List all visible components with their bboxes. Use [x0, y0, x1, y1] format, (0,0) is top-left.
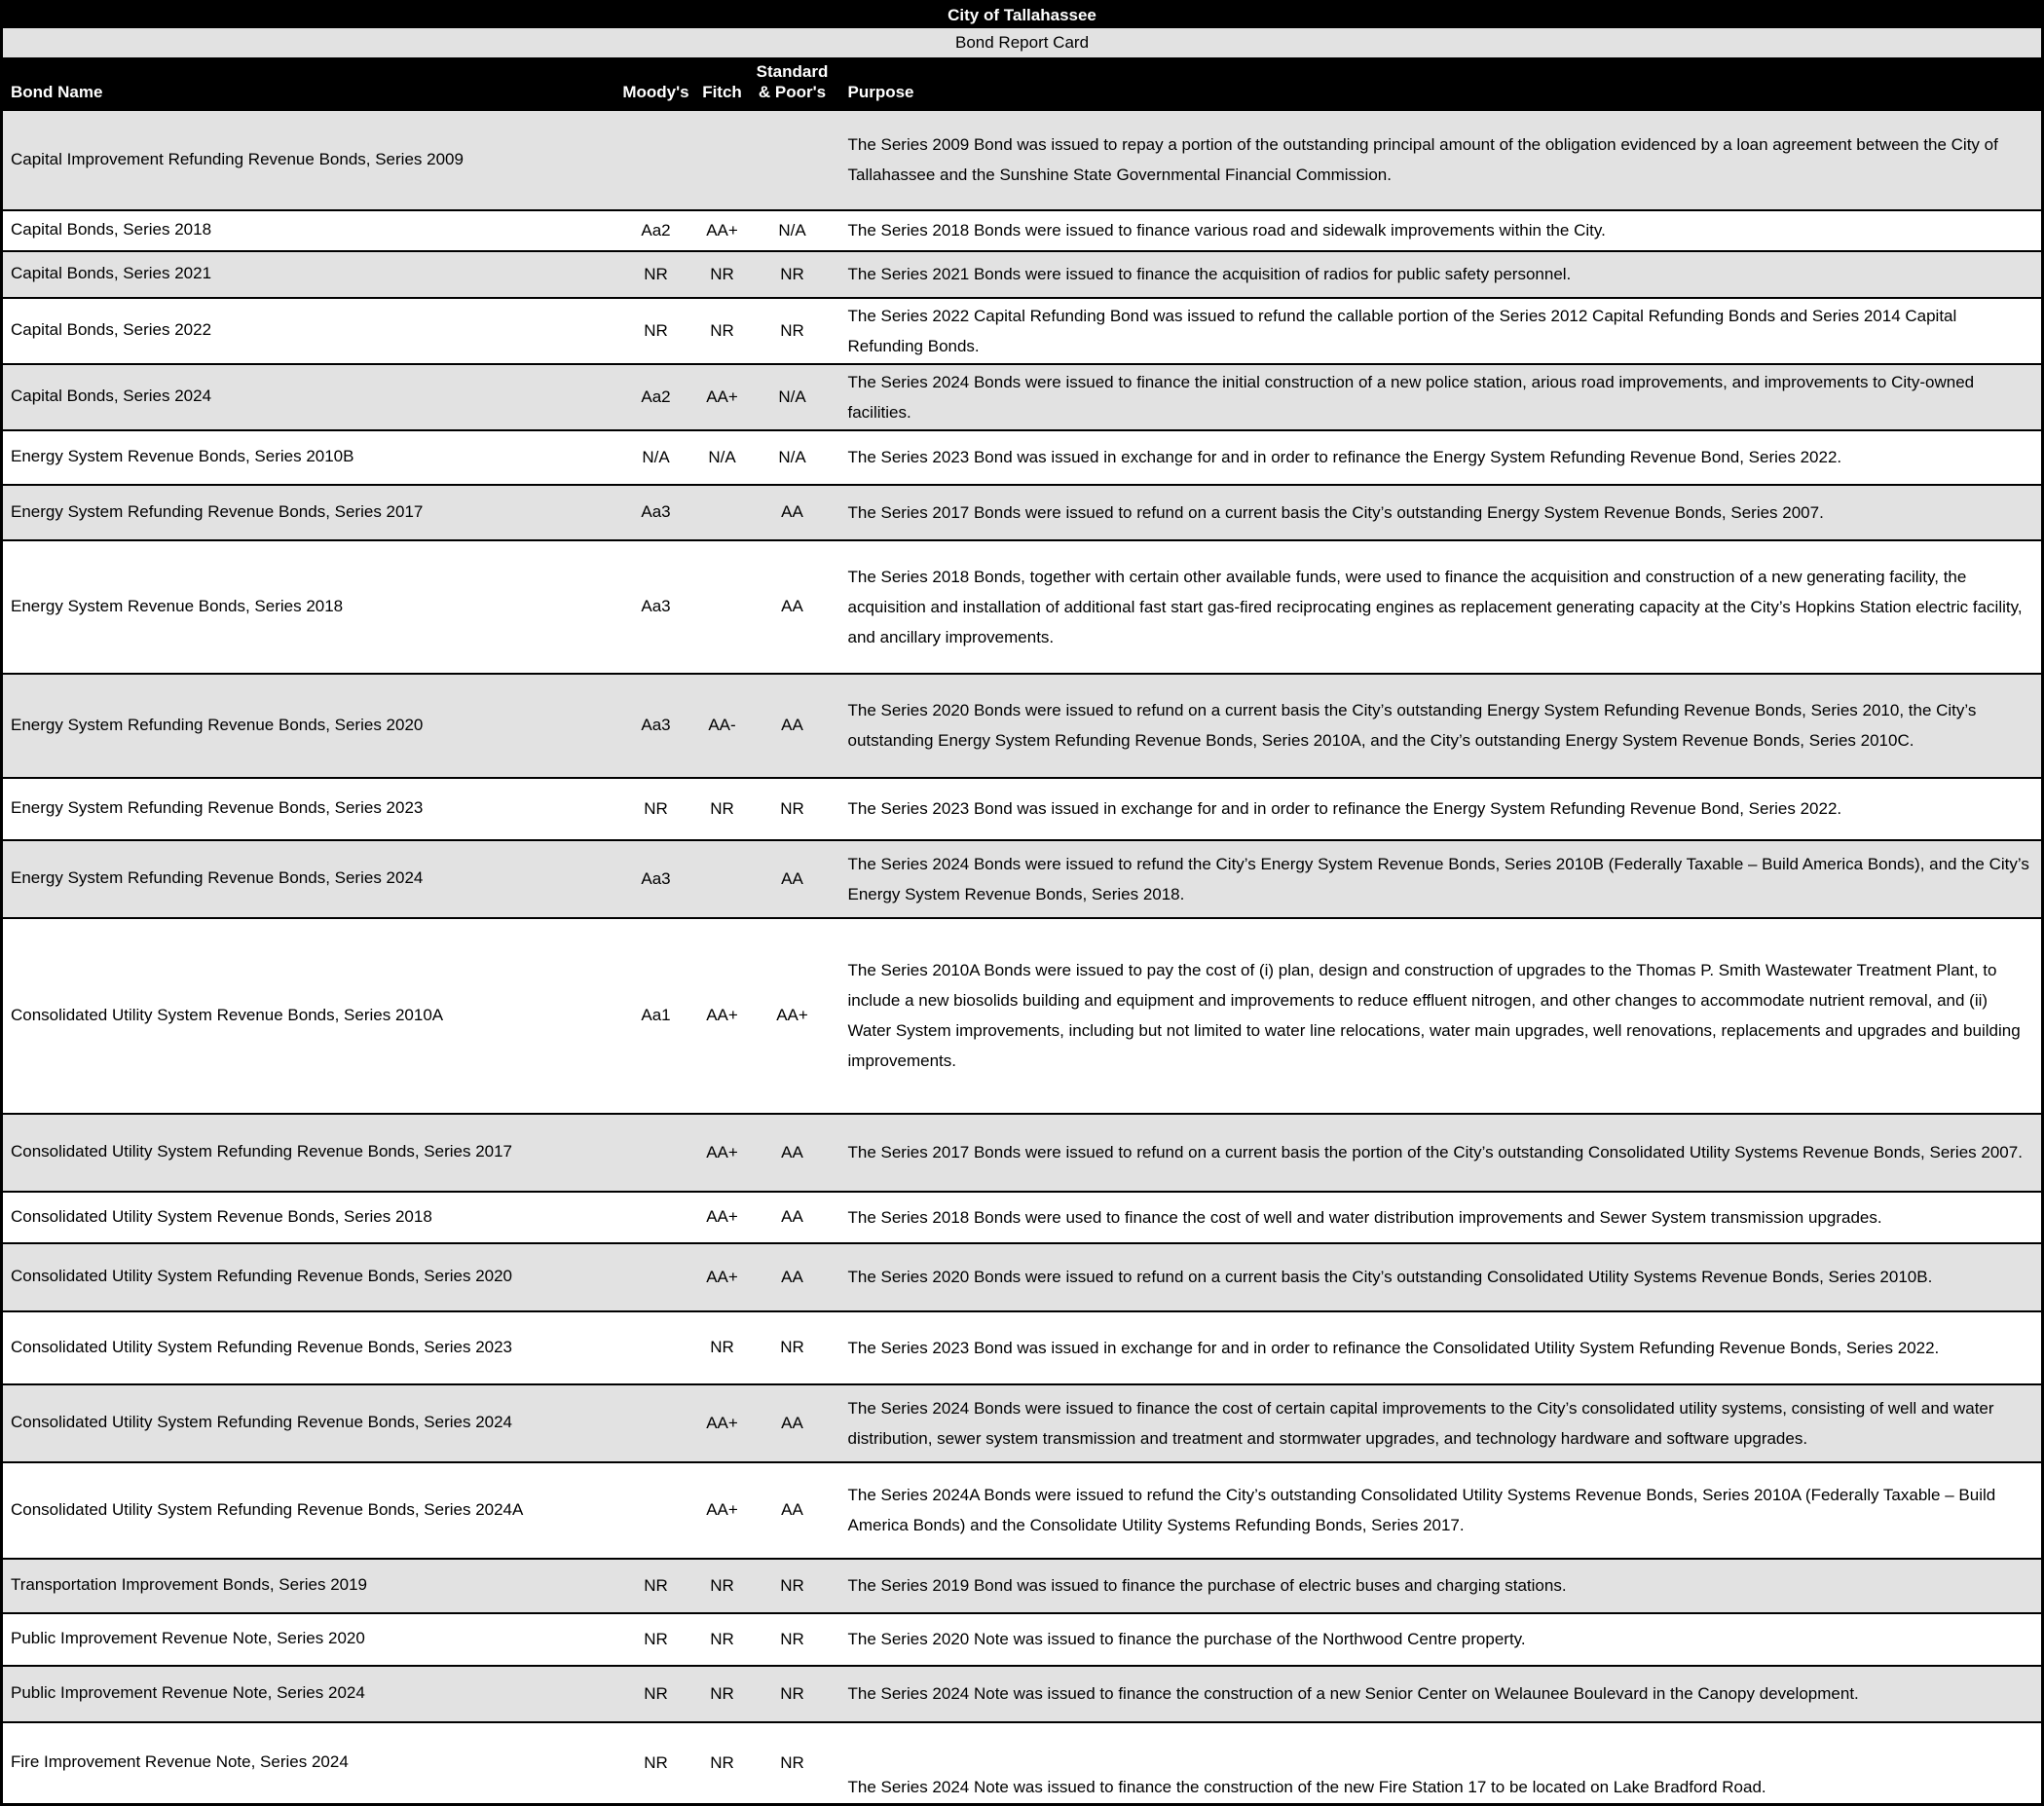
moodys-rating-cell: Aa3 — [641, 716, 671, 734]
column-header-purpose: Purpose — [836, 57, 2043, 110]
bond-name-cell: Consolidated Utility System Refunding Revenue Bonds, Series 2020 — [11, 1267, 513, 1286]
fitch-rating-cell: AA+ — [706, 1413, 738, 1432]
moodys-rating-cell: Aa3 — [641, 502, 671, 521]
moodys-rating-cell: Aa2 — [641, 220, 671, 240]
report-subtitle-bar — [2, 28, 2043, 57]
sp-rating-cell: NR — [780, 798, 804, 818]
moodys-rating-cell: N/A — [642, 447, 670, 466]
purpose-cell: The Series 2022 Capital Refunding Bond was issued to refund the callable portion of the Series 2012 Capital Refunding Bonds and Series 2014 Capital Refunding Bonds. — [847, 306, 1957, 355]
table-row — [2, 251, 2043, 298]
bond-name-cell: Fire Improvement Revenue Note, Series 2024 — [11, 1752, 349, 1772]
column-header-bond-name: Bond Name — [2, 57, 617, 110]
fitch-rating-cell: NR — [710, 1752, 734, 1772]
table-row — [2, 918, 2043, 1114]
fitch-rating-cell: NR — [710, 1338, 734, 1356]
bond-name-cell: Energy System Revenue Bonds, Series 2010B — [11, 447, 354, 466]
fitch-rating-cell — [695, 840, 750, 918]
table-row — [2, 364, 2043, 430]
fitch-rating-cell: AA- — [708, 716, 736, 734]
fitch-rating-cell: N/A — [708, 447, 736, 466]
table-row — [2, 1462, 2043, 1559]
bond-name-cell: Energy System Refunding Revenue Bonds, Series 2017 — [11, 501, 424, 521]
moodys-rating-cell: Aa2 — [641, 387, 671, 406]
bond-name-cell: Capital Bonds, Series 2024 — [11, 387, 212, 406]
sp-rating-cell: AA+ — [776, 1006, 808, 1024]
sp-rating-cell: NR — [780, 264, 804, 283]
bond-name-cell: Capital Bonds, Series 2018 — [11, 220, 212, 240]
column-header-row — [2, 57, 2043, 110]
sp-rating-cell: N/A — [778, 447, 806, 466]
table-row — [2, 778, 2043, 840]
sp-rating-cell: AA — [781, 716, 803, 734]
purpose-cell: The Series 2023 Bond was issued in exchange for and in order to refinance the Energy System Refunding Revenue Bond, Series 2022. — [847, 448, 1842, 466]
moodys-rating-cell — [617, 1462, 695, 1559]
sp-rating-cell — [750, 110, 836, 210]
table-row — [2, 1559, 2043, 1613]
table-row — [2, 485, 2043, 540]
column-header-standard-and-poors — [750, 57, 836, 110]
column-header-moodys: Moody's — [617, 57, 695, 110]
purpose-cell: The Series 2009 Bond was issued to repay a portion of the outstanding principal amount of the obligation evidenced by a loan agreement between the City of Tallahassee and the Sunshine State Governmental Financial Commission. — [847, 135, 1998, 184]
bond-name-cell: Capital Bonds, Series 2022 — [11, 320, 212, 340]
moodys-rating-cell: NR — [644, 264, 668, 283]
moodys-rating-cell: Aa1 — [641, 1006, 671, 1024]
table-row — [2, 674, 2043, 778]
sp-header-line2: & Poor's — [758, 83, 827, 102]
purpose-cell: The Series 2021 Bonds were issued to finance the acquisition of radios for public safety personnel. — [847, 265, 1572, 283]
moodys-rating-cell: NR — [644, 1629, 668, 1648]
sp-header-line1: Standard — [756, 62, 829, 81]
purpose-cell: The Series 2024 Note was issued to finance the construction of the new Fire Station 17 to be located on Lake Bradford Road. — [847, 1778, 1766, 1796]
bond-name-cell: Consolidated Utility System Revenue Bonds, Series 2018 — [11, 1206, 432, 1226]
sp-rating-cell: AA — [781, 597, 803, 615]
table-row — [2, 298, 2043, 364]
bond-name-cell: Consolidated Utility System Refunding Revenue Bonds, Series 2023 — [11, 1337, 513, 1356]
purpose-cell: The Series 2023 Bond was issued in exchange for and in order to refinance the Consolidated Utility System Refunding Revenue Bonds, Series 2022. — [847, 1338, 1940, 1357]
fitch-rating-cell — [695, 110, 750, 210]
moodys-rating-cell — [617, 1192, 695, 1243]
fitch-rating-cell: NR — [710, 320, 734, 340]
table-row — [2, 1384, 2043, 1462]
sp-rating-cell: N/A — [778, 387, 806, 406]
fitch-rating-cell: AA+ — [706, 387, 738, 406]
bond-name-cell: Public Improvement Revenue Note, Series 2024 — [11, 1683, 365, 1703]
sp-rating-cell: AA — [781, 1207, 803, 1226]
sp-rating-cell: AA — [781, 1500, 803, 1519]
bond-name-cell: Consolidated Utility System Refunding Revenue Bonds, Series 2024A — [11, 1499, 524, 1519]
fitch-rating-cell: AA+ — [706, 1207, 738, 1226]
moodys-rating-cell: NR — [644, 320, 668, 340]
table-row — [2, 210, 2043, 251]
report-title: City of Tallahassee — [2, 2, 2043, 29]
sp-rating-cell: NR — [780, 1575, 804, 1595]
moodys-rating-cell — [617, 110, 695, 210]
sp-rating-cell: AA — [781, 868, 803, 888]
moodys-rating-cell: Aa3 — [641, 868, 671, 888]
moodys-rating-cell: NR — [644, 798, 668, 818]
sp-rating-cell: NR — [780, 320, 804, 340]
purpose-cell: The Series 2024 Bonds were issued to finance the initial construction of a new police station, arious road improvements, and improvements to City-owned facilities. — [847, 372, 1975, 422]
purpose-cell: The Series 2023 Bond was issued in exchange for and in order to refinance the Energy System Refunding Revenue Bond, Series 2022. — [847, 799, 1842, 818]
bond-name-cell: Consolidated Utility System Revenue Bonds, Series 2010A — [11, 1005, 444, 1024]
fitch-rating-cell: NR — [710, 264, 734, 283]
bond-name-cell: Energy System Refunding Revenue Bonds, Series 2020 — [11, 715, 424, 734]
table-row — [2, 110, 2043, 210]
sp-rating-cell: AA — [781, 1413, 803, 1432]
sp-rating-cell: NR — [780, 1338, 804, 1356]
column-header-fitch: Fitch — [695, 57, 750, 110]
table-row — [2, 1613, 2043, 1666]
fitch-rating-cell: NR — [710, 1683, 734, 1703]
moodys-rating-cell — [617, 1384, 695, 1462]
moodys-rating-cell: NR — [644, 1683, 668, 1703]
purpose-cell: The Series 2017 Bonds were issued to refund on a current basis the portion of the City’s outstanding Consolidated Utility Systems Revenue Bonds, Series 2007. — [847, 1143, 2023, 1161]
bond-name-cell: Capital Bonds, Series 2021 — [11, 264, 212, 283]
moodys-rating-cell — [617, 1311, 695, 1384]
table-row — [2, 1243, 2043, 1311]
purpose-cell: The Series 2020 Note was issued to finance the purchase of the Northwood Centre property. — [847, 1630, 1526, 1648]
bond-name-cell: Public Improvement Revenue Note, Series 2020 — [11, 1629, 365, 1648]
sp-rating-cell: NR — [780, 1683, 804, 1703]
bond-name-cell: Energy System Revenue Bonds, Series 2018 — [11, 596, 344, 615]
moodys-rating-cell — [617, 1114, 695, 1192]
purpose-cell: The Series 2024A Bonds were issued to refund the City’s outstanding Consolidated Utility Systems Revenue Bonds, Series 2010A (Federally Taxable – Build America Bonds) and the Consolidate Utility Systems Refunding Bonds, Series 2017. — [847, 1486, 1996, 1534]
fitch-rating-cell: NR — [710, 1575, 734, 1595]
sp-rating-cell: AA — [781, 502, 803, 521]
purpose-cell: The Series 2020 Bonds were issued to refund on a current basis the City’s outstanding Energy System Refunding Revenue Bonds, Series 2010, the City’s outstanding Energy System Refunding Revenue Bonds, Series 2010A, and the City’s outstanding Energy System Revenue Bonds, Series 2010C. — [847, 701, 1977, 750]
bond-name-cell: Transportation Improvement Bonds, Series 2019 — [11, 1575, 368, 1595]
report-title-bar — [2, 2, 2043, 29]
fitch-rating-cell — [695, 540, 750, 674]
fitch-rating-cell: NR — [710, 1629, 734, 1648]
table-row — [2, 1114, 2043, 1192]
table-row — [2, 1666, 2043, 1722]
purpose-cell: The Series 2018 Bonds were used to finance the cost of well and water distribution improvements and Sewer System transmission upgrades. — [847, 1207, 1882, 1227]
report-subtitle: Bond Report Card — [2, 28, 2043, 57]
moodys-rating-cell — [617, 1243, 695, 1311]
table-row — [2, 1192, 2043, 1243]
sp-rating-cell: NR — [780, 1629, 804, 1648]
sp-rating-cell: AA — [781, 1142, 803, 1161]
table-row — [2, 1722, 2043, 1805]
bond-name-cell: Energy System Refunding Revenue Bonds, Series 2023 — [11, 798, 424, 818]
purpose-cell: The Series 2024 Bonds were issued to finance the cost of certain capital improvements to the City’s consolidated utility systems, consisting of well and water distribution, sewer system transmission and treatment and stormwater upgrades, and technology hardware and software upgrades. — [847, 1398, 1994, 1448]
fitch-rating-cell — [695, 485, 750, 540]
purpose-cell: The Series 2018 Bonds were issued to finance various road and sidewalk improvements within the City. — [847, 221, 1606, 240]
table-row — [2, 540, 2043, 674]
purpose-cell: The Series 2018 Bonds, together with certain other available funds, were used to finance the acquisition and construction of a new generating facility, the acquisition and installation of additional fast start gas-fired reciprocating engines as replacement generating capacity at the City’s Hopkins Station electric facility, and ancillary improvements. — [847, 567, 2023, 646]
bond-name-cell: Consolidated Utility System Refunding Revenue Bonds, Series 2024 — [11, 1413, 513, 1432]
purpose-cell: The Series 2019 Bond was issued to finance the purchase of electric buses and charging stations. — [847, 1576, 1567, 1595]
moodys-rating-cell: NR — [644, 1575, 668, 1595]
table-row — [2, 840, 2043, 918]
bond-name-cell: Consolidated Utility System Refunding Revenue Bonds, Series 2017 — [11, 1142, 513, 1161]
purpose-cell: The Series 2010A Bonds were issued to pay the cost of (i) plan, design and construction of upgrades to the Thomas P. Smith Wastewater Treatment Plant, to include a new biosolids building and equipment and improvements to reduce effluent nitrogen, and other changes to accommodate nutrient removal, and (ii) Water System improvements, including but not limited to water line relocations, water main upgrades, well renovations, replacements and upgrades and building improvements. — [847, 961, 2021, 1070]
fitch-rating-cell: AA+ — [706, 1267, 738, 1286]
sp-rating-cell: AA — [781, 1267, 803, 1286]
fitch-rating-cell: AA+ — [706, 1500, 738, 1519]
sp-rating-cell: N/A — [778, 220, 806, 240]
purpose-cell: The Series 2017 Bonds were issued to refund on a current basis the City’s outstanding Energy System Revenue Bonds, Series 2007. — [847, 502, 1824, 522]
purpose-cell: The Series 2024 Note was issued to finance the construction of a new Senior Center on Welaunee Boulevard in the Canopy development. — [847, 1684, 1859, 1703]
fitch-rating-cell: AA+ — [706, 1006, 738, 1024]
table-row — [2, 1311, 2043, 1384]
bond-name-cell: Capital Improvement Refunding Revenue Bonds, Series 2009 — [11, 149, 464, 168]
moodys-rating-cell: NR — [644, 1752, 668, 1772]
purpose-cell: The Series 2024 Bonds were issued to refund the City’s Energy System Revenue Bonds, Series 2010B (Federally Taxable – Build America Bonds), and the City’s Energy System Revenue Bonds, Series 2018. — [847, 854, 2029, 903]
sp-rating-cell: NR — [780, 1752, 804, 1772]
table-row — [2, 430, 2043, 485]
fitch-rating-cell: AA+ — [706, 220, 738, 240]
fitch-rating-cell: AA+ — [706, 1142, 738, 1161]
bond-name-cell: Energy System Refunding Revenue Bonds, Series 2024 — [11, 868, 424, 888]
fitch-rating-cell: NR — [710, 798, 734, 818]
moodys-rating-cell: Aa3 — [641, 597, 671, 615]
purpose-cell: The Series 2020 Bonds were issued to refund on a current basis the City’s outstanding Consolidated Utility Systems Revenue Bonds, Series 2010B. — [847, 1268, 1933, 1286]
